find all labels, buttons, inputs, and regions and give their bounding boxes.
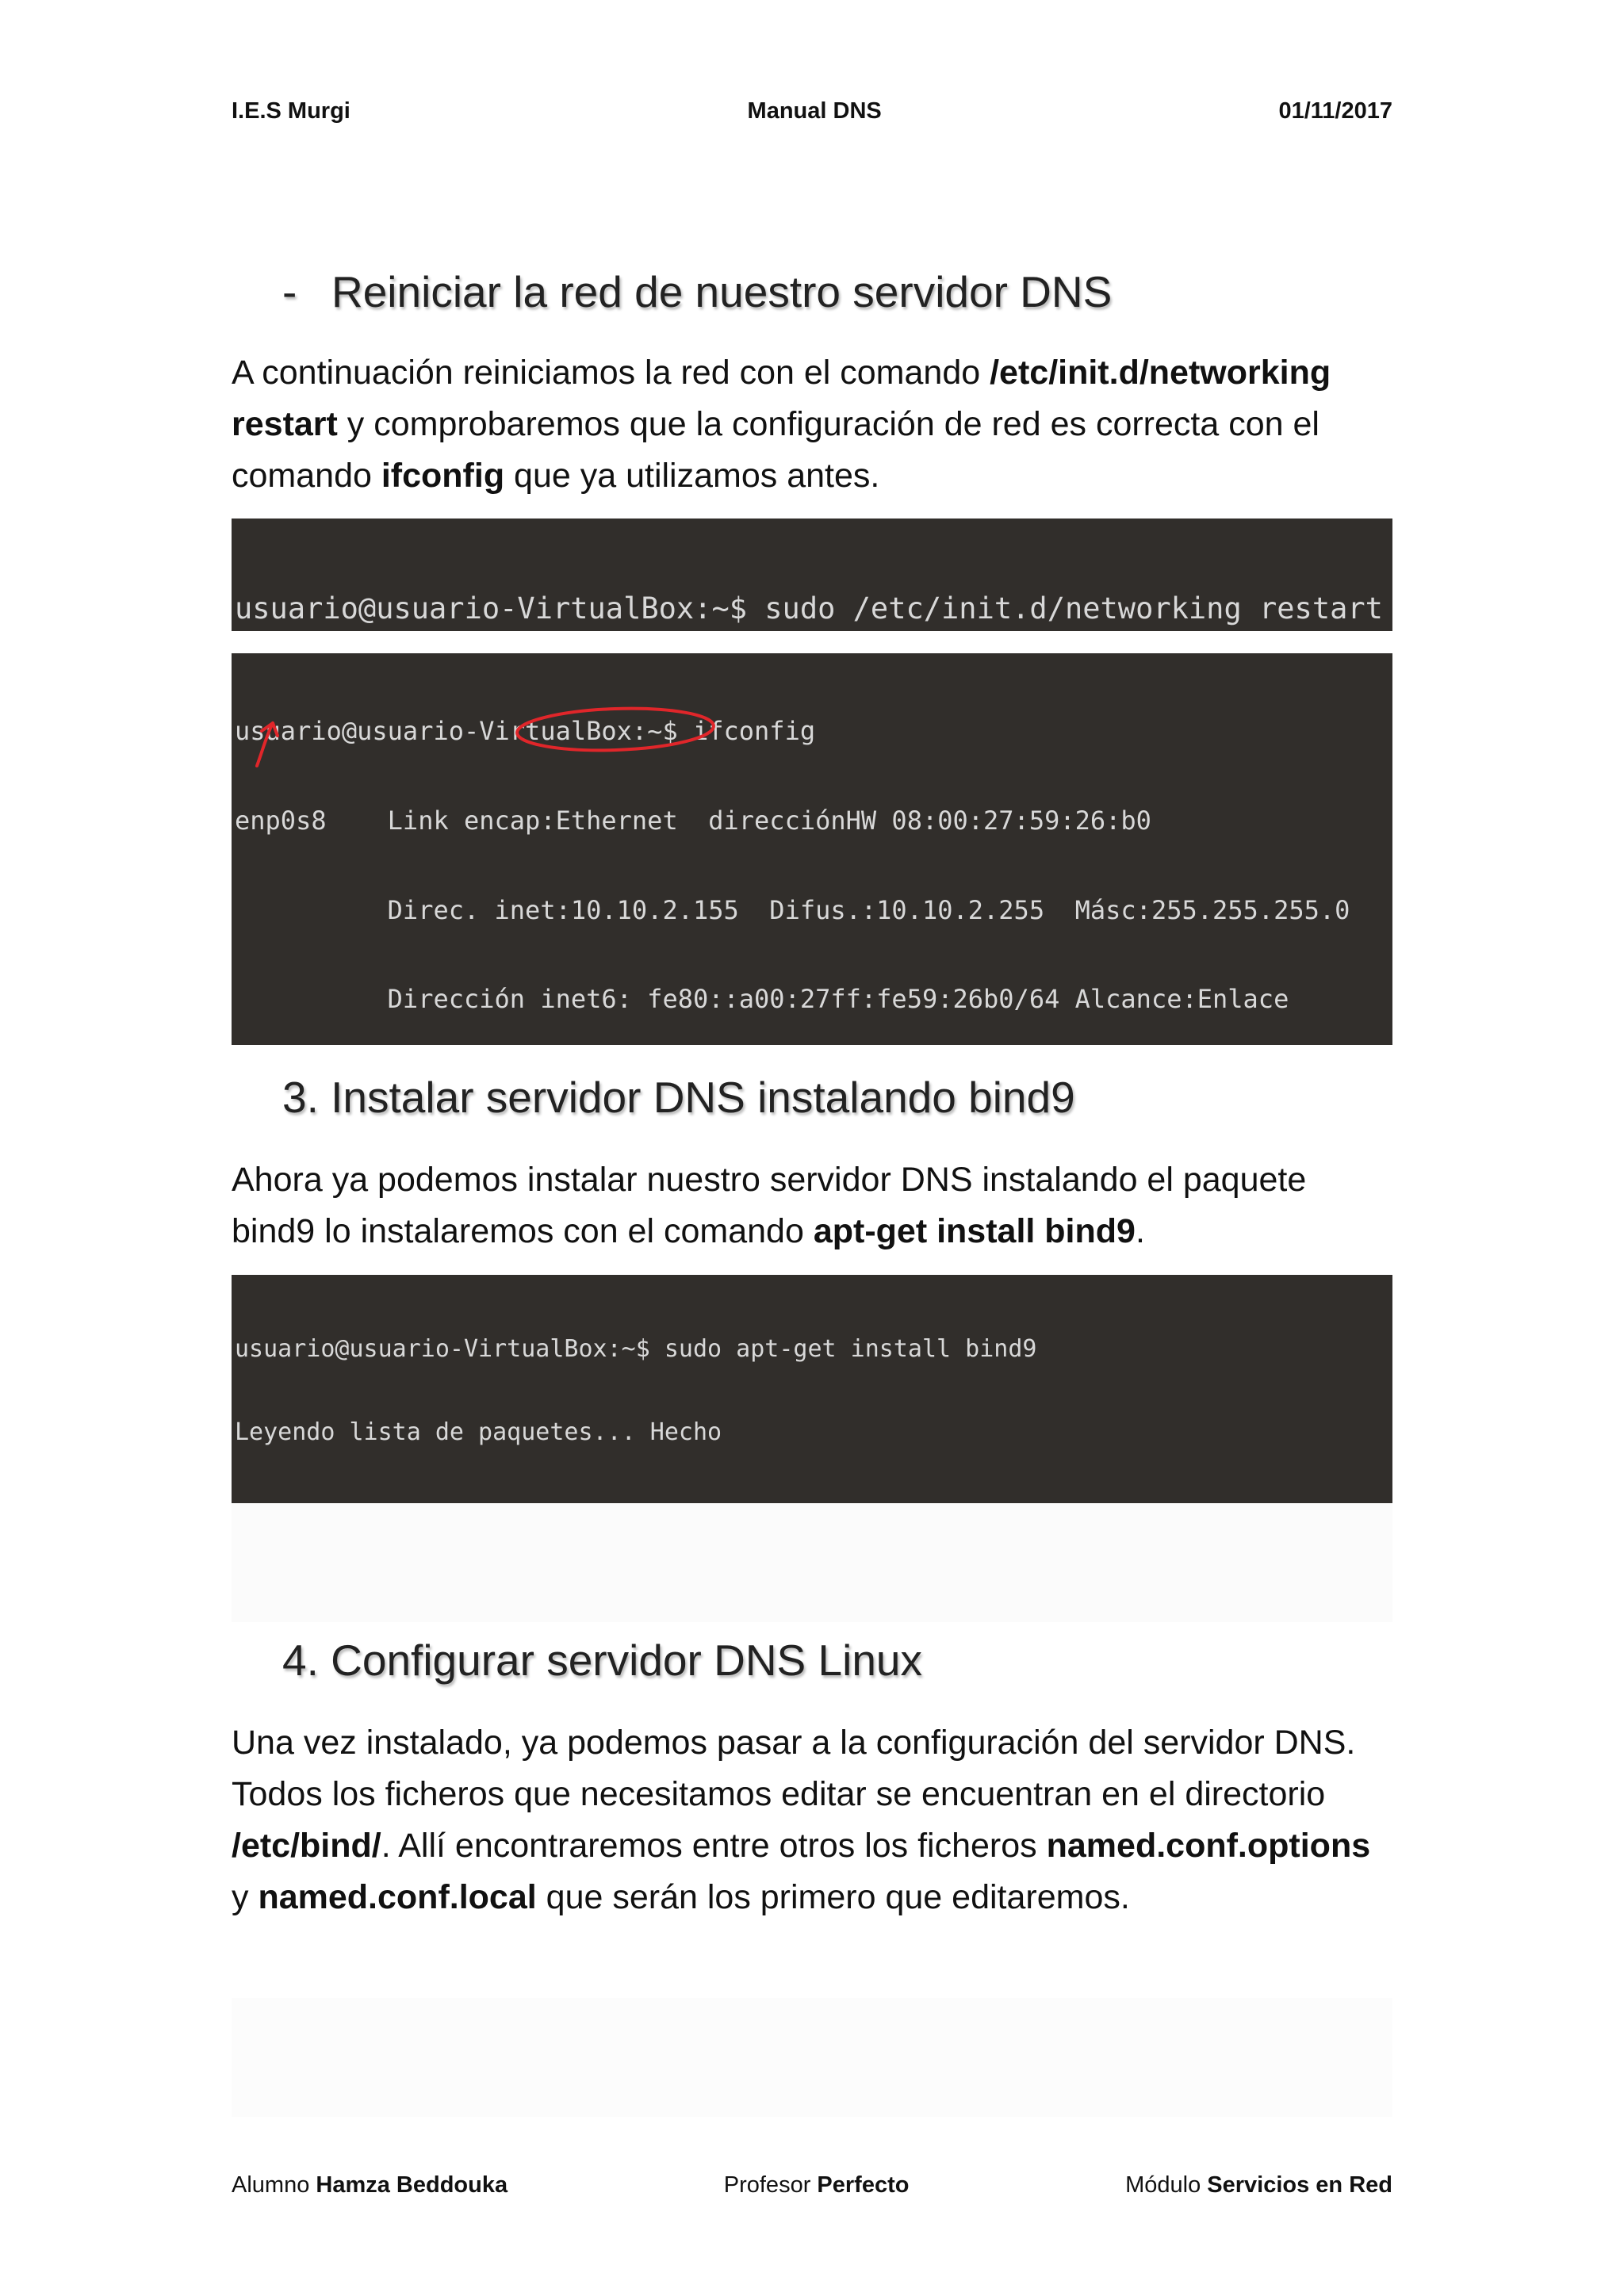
- text: y comprobaremos que la configuración de red es correcta con el comando: [232, 405, 1320, 495]
- text: que serán los primero que editaremos.: [536, 1878, 1130, 1916]
- section-heading-config: 4. Configurar servidor DNS Linux: [282, 1636, 923, 1685]
- file-name: named.conf.local: [258, 1878, 537, 1916]
- footer-teacher: [724, 2172, 910, 2198]
- footer-student: [232, 2172, 508, 2198]
- footer-value: Servicios en Red: [1207, 2172, 1392, 2198]
- footer-value: Hamza Beddouka: [316, 2172, 508, 2198]
- terminal-line: Leyendo lista de paquetes... Hecho: [235, 1418, 722, 1447]
- command-text: apt-get install bind9: [813, 1212, 1136, 1250]
- terminal-line: [235, 1502, 1392, 1503]
- terminal-line: usuario@usuario-VirtualBox:~$ ifconfig: [235, 716, 816, 746]
- bullet-dash: -: [282, 267, 297, 316]
- page-header: [232, 98, 1392, 124]
- terminal-line: usuario@usuario-VirtualBox:~$ sudo apt-get install bind9: [235, 1335, 1037, 1363]
- page-footer: [232, 2172, 1392, 2198]
- paragraph-restart: [232, 347, 1392, 502]
- header-title: Manual DNS: [747, 98, 882, 124]
- terminal-line: usuario@usuario-VirtualBox:~$ sudo /etc/init.d/networking restart: [235, 591, 1383, 626]
- header-school: I.E.S Murgi: [232, 98, 350, 124]
- paragraph-config: [232, 1717, 1392, 1923]
- section-heading-restart: [282, 266, 1112, 317]
- command-text: /etc/init.d/networking restart: [232, 354, 1331, 443]
- scan-shading: [232, 1503, 1392, 1622]
- command-text: ifconfig: [381, 457, 505, 495]
- terminal-restart-screenshot: [232, 519, 1392, 631]
- directory-text: /etc/bind/: [232, 1827, 381, 1865]
- text: . Allí encontraremos entre otros los ficheros: [381, 1827, 1047, 1865]
- section-heading-install: 3. Instalar servidor DNS instalando bind9: [282, 1073, 1075, 1122]
- footer-label: Profesor: [723, 2172, 818, 2198]
- text: .: [1135, 1212, 1145, 1250]
- terminal-line: enp0s8 Link encap:Ethernet direcciónHW 08:00:27:59:26:b0: [235, 805, 1151, 836]
- footer-label: Alumno: [232, 2172, 316, 2198]
- header-date: 01/11/2017: [1278, 98, 1392, 124]
- terminal-line: Direc. inet:10.10.2.155 Difus.:10.10.2.255 Másc:255.255.255.0: [235, 894, 1350, 925]
- text: Una vez instalado, ya podemos pasar a la configuración del servidor DNS. Todos los ficheros que necesitamos editar se encuentran en el directorio: [232, 1724, 1356, 1813]
- paragraph-install: [232, 1154, 1392, 1257]
- footer-label: Módulo: [1125, 2172, 1208, 2198]
- terminal-line: Dirección inet6: fe80::a00:27ff:fe59:26b0/64 Alcance:Enlace: [235, 984, 1289, 1015]
- footer-module: [1125, 2172, 1392, 2198]
- text: que ya utilizamos antes.: [504, 457, 880, 495]
- section-title: Reiniciar la red de nuestro servidor DNS: [331, 267, 1113, 316]
- text: A continuación reiniciamos la red con el comando: [232, 354, 990, 392]
- file-name: named.conf.options: [1046, 1827, 1371, 1865]
- scan-shading: [232, 1998, 1392, 2117]
- terminal-install-screenshot: [232, 1275, 1392, 1503]
- terminal-ifconfig-screenshot: [232, 653, 1392, 1045]
- footer-value: Perfecto: [817, 2172, 910, 2198]
- text: Ahora ya podemos instalar nuestro servidor DNS instalando el paquete bind9 lo instalaremos con el comando: [232, 1161, 1307, 1250]
- text: y: [232, 1878, 259, 1916]
